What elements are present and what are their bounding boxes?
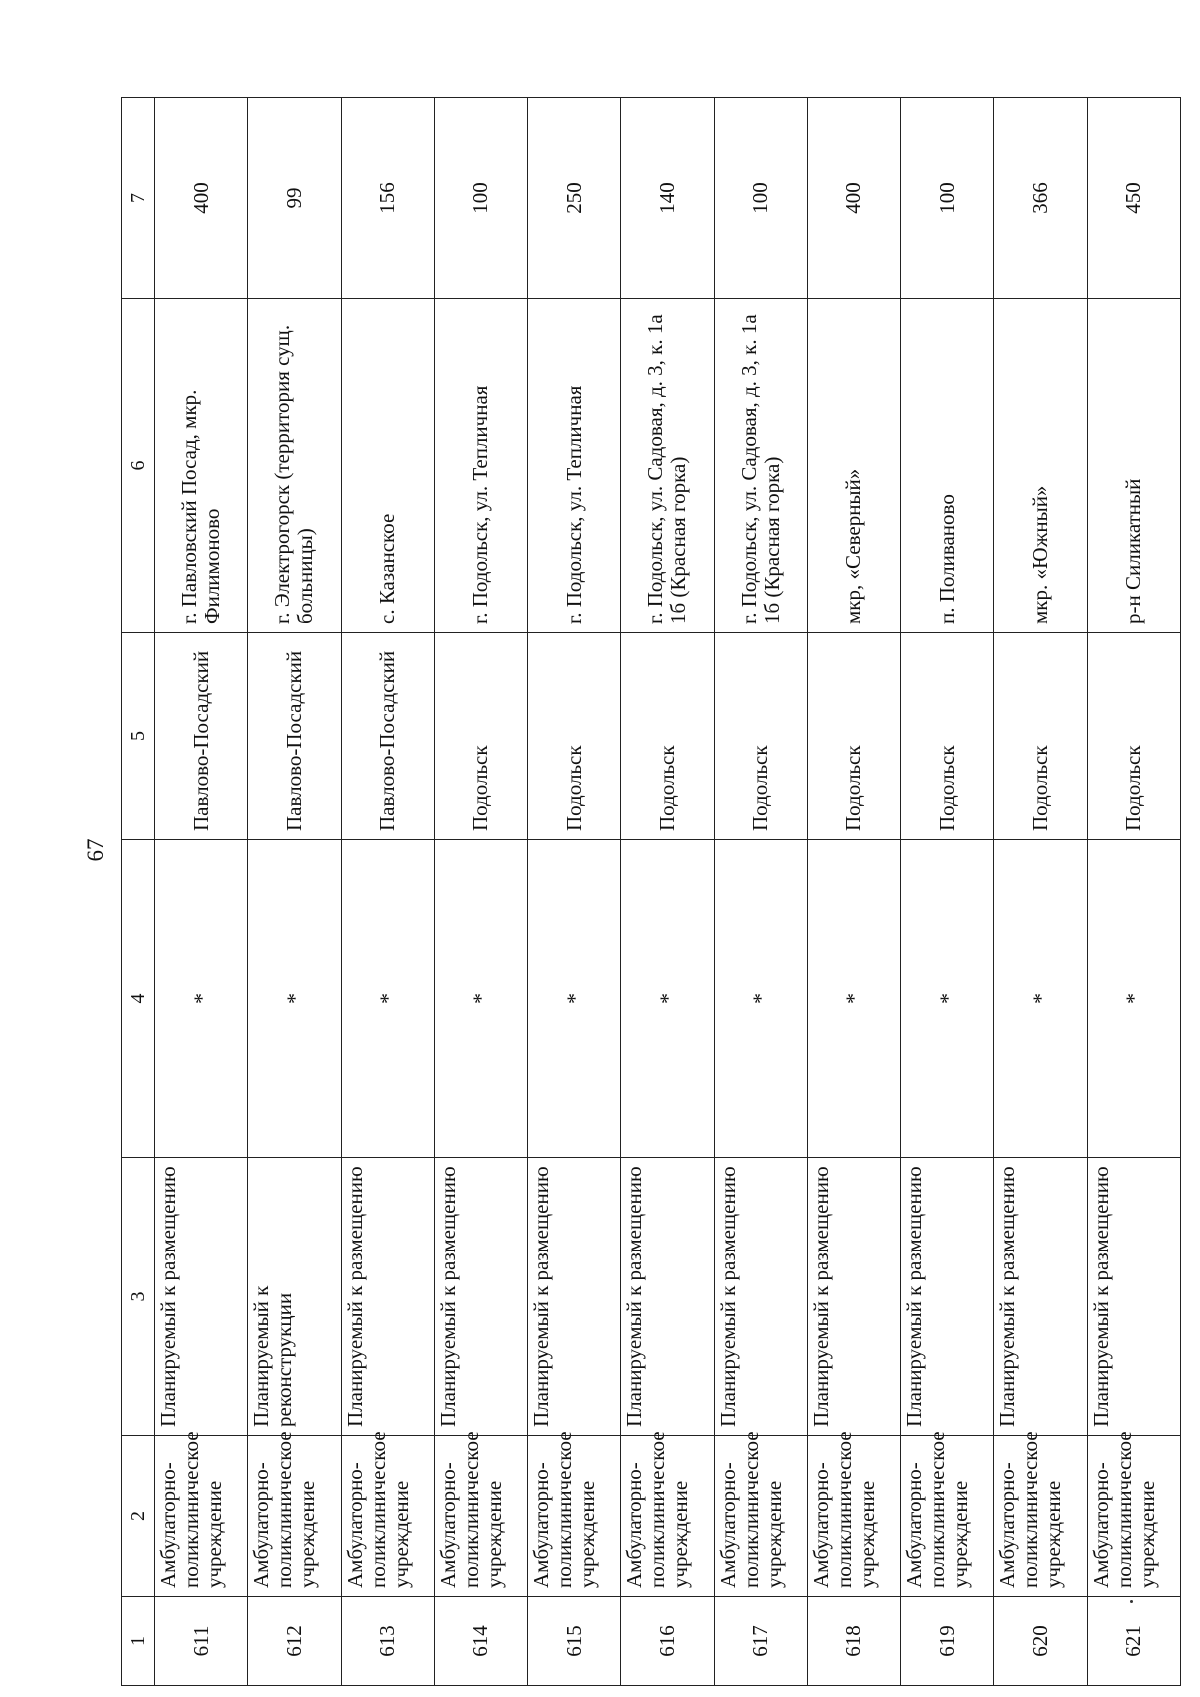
table-row — [434, 98, 527, 1686]
mark-asterisk: * — [155, 840, 248, 1158]
mark-asterisk: * — [714, 840, 807, 1158]
row-number: 621 — [1087, 1597, 1180, 1686]
mark-asterisk: * — [434, 840, 527, 1158]
facility-status: Планируемый к размещению — [155, 1158, 248, 1436]
row-number: 620 — [994, 1597, 1087, 1686]
capacity: 366 — [994, 98, 1087, 299]
municipality: Подольск — [994, 633, 1087, 840]
facility-type: Амбулаторно-поликлиническое учреждение — [248, 1436, 341, 1597]
capacity: 450 — [1087, 98, 1180, 299]
capacity: 99 — [248, 98, 341, 299]
mark-asterisk: * — [901, 840, 994, 1158]
capacity: 100 — [714, 98, 807, 299]
column-header: 7 — [122, 98, 155, 299]
rotated-table-wrapper — [121, 98, 1181, 1686]
facility-type: Амбулаторно-поликлиническое учреждение — [528, 1436, 621, 1597]
municipality: Подольск — [714, 633, 807, 840]
table-row — [714, 98, 807, 1686]
address: г. Подольск, ул. Тепличная — [434, 299, 527, 633]
row-number: 618 — [807, 1597, 900, 1686]
row-number: 616 — [621, 1597, 714, 1686]
table-row — [621, 98, 714, 1686]
municipality: Подольск — [434, 633, 527, 840]
facility-type: Амбулаторно-поликлиническое учреждение — [901, 1436, 994, 1597]
facilities-table — [121, 97, 1181, 1686]
municipality: Подольск — [901, 633, 994, 840]
address: г. Подольск, ул. Садовая, д. 3, к. 1а 1б (Красная горка) — [714, 299, 807, 633]
mark-asterisk: * — [341, 840, 434, 1158]
facility-status: Планируемый к размещению — [901, 1158, 994, 1436]
table-row — [341, 98, 434, 1686]
facility-type: Амбулаторно-поликлиническое учреждение — [621, 1436, 714, 1597]
facility-status: Планируемый к размещению — [528, 1158, 621, 1436]
row-number: 614 — [434, 1597, 527, 1686]
municipality: Павлово-Посадский — [248, 633, 341, 840]
address: г. Электрогорск (территория сущ. больницы) — [248, 299, 341, 633]
table-row — [901, 98, 994, 1686]
facility-status: Планируемый к размещению — [994, 1158, 1087, 1436]
scan-speck — [1130, 1600, 1133, 1603]
capacity: 156 — [341, 98, 434, 299]
row-number: 615 — [528, 1597, 621, 1686]
mark-asterisk: * — [994, 840, 1087, 1158]
facility-status: Планируемый к размещению — [714, 1158, 807, 1436]
facility-status: Планируемый к размещению — [621, 1158, 714, 1436]
row-number: 613 — [341, 1597, 434, 1686]
facility-status: Планируемый к размещению — [1087, 1158, 1180, 1436]
facility-status: Планируемый к размещению — [434, 1158, 527, 1436]
address: мкр. «Южный» — [994, 299, 1087, 633]
table-row — [807, 98, 900, 1686]
address: с. Казанское — [341, 299, 434, 633]
capacity: 100 — [434, 98, 527, 299]
facility-type: Амбулаторно-поликлиническое учреждение — [807, 1436, 900, 1597]
row-number: 619 — [901, 1597, 994, 1686]
facility-type: Амбулаторно-поликлиническое учреждение — [155, 1436, 248, 1597]
municipality: Павлово-Посадский — [341, 633, 434, 840]
capacity: 400 — [155, 98, 248, 299]
address: п. Поливаново — [901, 299, 994, 633]
facility-status: Планируемый к реконструкции — [248, 1158, 341, 1436]
row-number: 611 — [155, 1597, 248, 1686]
row-number: 612 — [248, 1597, 341, 1686]
table-row — [155, 98, 248, 1686]
row-number: 617 — [714, 1597, 807, 1686]
address: мкр, «Северный» — [807, 299, 900, 633]
facility-type: Амбулаторно-поликлиническое учреждение — [714, 1436, 807, 1597]
municipality: Подольск — [1087, 633, 1180, 840]
column-header: 3 — [122, 1158, 155, 1436]
facility-status: Планируемый к размещению — [807, 1158, 900, 1436]
municipality: Подольск — [528, 633, 621, 840]
capacity: 250 — [528, 98, 621, 299]
capacity: 400 — [807, 98, 900, 299]
table-row — [248, 98, 341, 1686]
column-number-row — [122, 98, 155, 1686]
facility-status: Планируемый к размещению — [341, 1158, 434, 1436]
column-header: 5 — [122, 633, 155, 840]
capacity: 140 — [621, 98, 714, 299]
facility-type: Амбулаторно-поликлиническое учреждение — [341, 1436, 434, 1597]
municipality: Подольск — [621, 633, 714, 840]
address: г. Павловский Посад, мкр. Филимоново — [155, 299, 248, 633]
page-number-text: 67 — [83, 838, 108, 862]
table-row — [1087, 98, 1180, 1686]
mark-asterisk: * — [621, 840, 714, 1158]
column-header: 4 — [122, 840, 155, 1158]
municipality: Подольск — [807, 633, 900, 840]
address: р-н Силикатный — [1087, 299, 1180, 633]
address: г. Подольск, ул. Садовая, д. 3, к. 1а 1б (Красная горка) — [621, 299, 714, 633]
column-header: 6 — [122, 299, 155, 633]
table-row — [994, 98, 1087, 1686]
table-row — [528, 98, 621, 1686]
facility-type: Амбулаторно-поликлиническое учреждение — [994, 1436, 1087, 1597]
address: г. Подольск, ул. Тепличная — [528, 299, 621, 633]
mark-asterisk: * — [248, 840, 341, 1158]
mark-asterisk: * — [1087, 840, 1180, 1158]
municipality: Павлово-Посадский — [155, 633, 248, 840]
facility-type: Амбулаторно-поликлиническое учреждение — [434, 1436, 527, 1597]
mark-asterisk: * — [807, 840, 900, 1158]
column-header: 2 — [122, 1436, 155, 1597]
column-header: 1 — [122, 1597, 155, 1686]
capacity: 100 — [901, 98, 994, 299]
mark-asterisk: * — [528, 840, 621, 1158]
facility-type: Амбулаторно-поликлиническое учреждение — [1087, 1436, 1180, 1597]
